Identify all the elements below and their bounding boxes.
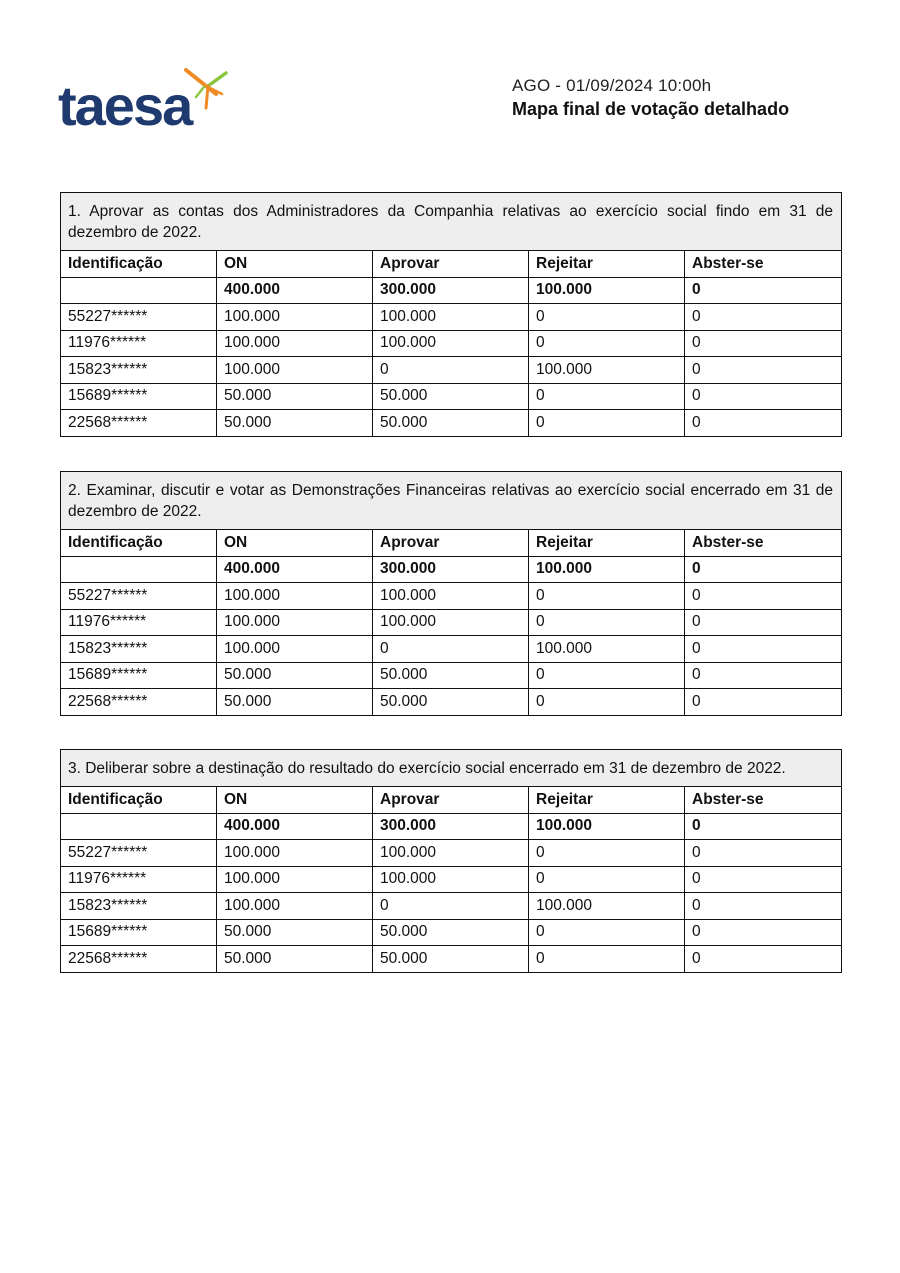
vote-cell: 100.000 bbox=[217, 893, 373, 920]
total-cell bbox=[61, 813, 217, 840]
document-header bbox=[512, 76, 852, 121]
question-row bbox=[61, 193, 842, 251]
vote-cell: 50.000 bbox=[373, 662, 529, 689]
vote-cell: 0 bbox=[529, 410, 685, 437]
table-row bbox=[61, 583, 842, 610]
table-row bbox=[61, 919, 842, 946]
vote-cell: 100.000 bbox=[529, 893, 685, 920]
total-cell: 400.000 bbox=[217, 277, 373, 304]
vote-cell: 100.000 bbox=[373, 609, 529, 636]
total-cell bbox=[61, 277, 217, 304]
column-header-row bbox=[61, 787, 842, 814]
voting-table bbox=[60, 192, 842, 437]
vote-cell: 0 bbox=[685, 866, 842, 893]
vote-cell: 50.000 bbox=[217, 946, 373, 973]
vote-cell: 0 bbox=[685, 662, 842, 689]
vote-cell: 100.000 bbox=[217, 609, 373, 636]
meeting-date: AGO - 01/09/2024 10:00h bbox=[512, 76, 712, 95]
vote-cell: 0 bbox=[685, 689, 842, 716]
column-header: Rejeitar bbox=[529, 787, 685, 814]
vote-cell: 50.000 bbox=[373, 946, 529, 973]
vote-cell: 0 bbox=[529, 946, 685, 973]
total-cell: 300.000 bbox=[373, 556, 529, 583]
vote-cell: 50.000 bbox=[217, 410, 373, 437]
taesa-logo-mark bbox=[58, 64, 230, 130]
totals-row bbox=[61, 813, 842, 840]
vote-cell: 0 bbox=[529, 689, 685, 716]
vote-cell: 100.000 bbox=[373, 583, 529, 610]
vote-cell: 0 bbox=[529, 866, 685, 893]
vote-cell: 50.000 bbox=[217, 662, 373, 689]
vote-cell: 0 bbox=[529, 583, 685, 610]
table-row bbox=[61, 636, 842, 663]
totals-row bbox=[61, 277, 842, 304]
shareholder-id-cell: 11976****** bbox=[61, 330, 217, 357]
vote-cell: 0 bbox=[685, 946, 842, 973]
vote-cell: 0 bbox=[373, 893, 529, 920]
vote-cell: 0 bbox=[529, 840, 685, 867]
shareholder-id-cell: 55227****** bbox=[61, 840, 217, 867]
total-cell: 100.000 bbox=[529, 556, 685, 583]
vote-cell: 100.000 bbox=[217, 866, 373, 893]
sparkle-icon bbox=[186, 70, 226, 108]
vote-cell: 100.000 bbox=[373, 304, 529, 331]
logo-wordmark: taesa bbox=[58, 74, 192, 130]
shareholder-id-cell: 15823****** bbox=[61, 357, 217, 384]
column-header: ON bbox=[217, 530, 373, 557]
table-row bbox=[61, 383, 842, 410]
vote-cell: 0 bbox=[685, 840, 842, 867]
vote-cell: 100.000 bbox=[529, 636, 685, 663]
column-header-row bbox=[61, 251, 842, 278]
vote-cell: 0 bbox=[373, 636, 529, 663]
voting-table bbox=[60, 471, 842, 716]
vote-cell: 0 bbox=[529, 609, 685, 636]
vote-cell: 100.000 bbox=[217, 304, 373, 331]
table-row bbox=[61, 689, 842, 716]
vote-cell: 50.000 bbox=[373, 383, 529, 410]
vote-cell: 0 bbox=[685, 583, 842, 610]
shareholder-id-cell: 22568****** bbox=[61, 689, 217, 716]
vote-cell: 100.000 bbox=[217, 357, 373, 384]
table-row bbox=[61, 866, 842, 893]
table-row bbox=[61, 840, 842, 867]
column-header: Abster-se bbox=[685, 251, 842, 278]
shareholder-id-cell: 55227****** bbox=[61, 583, 217, 610]
vote-cell: 50.000 bbox=[373, 919, 529, 946]
table-row bbox=[61, 330, 842, 357]
table-row bbox=[61, 304, 842, 331]
vote-cell: 0 bbox=[685, 304, 842, 331]
shareholder-id-cell: 15823****** bbox=[61, 636, 217, 663]
shareholder-id-cell: 22568****** bbox=[61, 946, 217, 973]
vote-cell: 100.000 bbox=[373, 330, 529, 357]
column-header: Identificação bbox=[61, 251, 217, 278]
column-header: Aprovar bbox=[373, 787, 529, 814]
vote-cell: 0 bbox=[685, 919, 842, 946]
document-title: Mapa final de votação detalhado bbox=[512, 99, 790, 119]
vote-cell: 0 bbox=[529, 919, 685, 946]
total-cell: 400.000 bbox=[217, 813, 373, 840]
question-row bbox=[61, 750, 842, 787]
vote-cell: 100.000 bbox=[373, 866, 529, 893]
table-row bbox=[61, 410, 842, 437]
vote-cell: 0 bbox=[685, 357, 842, 384]
table-row bbox=[61, 609, 842, 636]
vote-cell: 0 bbox=[529, 662, 685, 689]
vote-cell: 100.000 bbox=[217, 636, 373, 663]
vote-cell: 100.000 bbox=[217, 840, 373, 867]
column-header: Abster-se bbox=[685, 787, 842, 814]
column-header: ON bbox=[217, 251, 373, 278]
total-cell: 0 bbox=[685, 556, 842, 583]
column-header-row bbox=[61, 530, 842, 557]
vote-cell: 100.000 bbox=[217, 583, 373, 610]
shareholder-id-cell: 11976****** bbox=[61, 609, 217, 636]
column-header: Abster-se bbox=[685, 530, 842, 557]
column-header: Rejeitar bbox=[529, 530, 685, 557]
vote-cell: 100.000 bbox=[373, 840, 529, 867]
vote-cell: 50.000 bbox=[373, 410, 529, 437]
vote-cell: 0 bbox=[685, 893, 842, 920]
shareholder-id-cell: 11976****** bbox=[61, 866, 217, 893]
shareholder-id-cell: 22568****** bbox=[61, 410, 217, 437]
shareholder-id-cell: 15823****** bbox=[61, 893, 217, 920]
column-header: Aprovar bbox=[373, 530, 529, 557]
table-row bbox=[61, 357, 842, 384]
vote-cell: 0 bbox=[685, 609, 842, 636]
total-cell: 400.000 bbox=[217, 556, 373, 583]
totals-row bbox=[61, 556, 842, 583]
vote-cell: 0 bbox=[529, 383, 685, 410]
vote-cell: 50.000 bbox=[373, 689, 529, 716]
shareholder-id-cell: 15689****** bbox=[61, 383, 217, 410]
vote-cell: 50.000 bbox=[217, 383, 373, 410]
shareholder-id-cell: 55227****** bbox=[61, 304, 217, 331]
column-header: ON bbox=[217, 787, 373, 814]
agenda-item-text: 1. Aprovar as contas dos Administradores da Companhia relativas ao exercício social findo em 31 de dezembro de 2022. bbox=[61, 193, 842, 251]
total-cell: 100.000 bbox=[529, 813, 685, 840]
vote-cell: 0 bbox=[685, 636, 842, 663]
agenda-item-text: 2. Examinar, discutir e votar as Demonstrações Financeiras relativas ao exercício social encerrado em 31 de dezembro de 2022. bbox=[61, 472, 842, 530]
column-header: Identificação bbox=[61, 530, 217, 557]
total-cell: 300.000 bbox=[373, 813, 529, 840]
column-header: Aprovar bbox=[373, 251, 529, 278]
column-header: Rejeitar bbox=[529, 251, 685, 278]
vote-cell: 0 bbox=[529, 304, 685, 331]
shareholder-id-cell: 15689****** bbox=[61, 662, 217, 689]
vote-cell: 0 bbox=[685, 410, 842, 437]
vote-cell: 0 bbox=[685, 330, 842, 357]
total-cell: 0 bbox=[685, 277, 842, 304]
vote-cell: 100.000 bbox=[217, 330, 373, 357]
vote-cell: 0 bbox=[373, 357, 529, 384]
vote-cell: 100.000 bbox=[529, 357, 685, 384]
company-logo bbox=[58, 64, 230, 130]
shareholder-id-cell: 15689****** bbox=[61, 919, 217, 946]
total-cell bbox=[61, 556, 217, 583]
vote-cell: 50.000 bbox=[217, 689, 373, 716]
voting-table bbox=[60, 749, 842, 973]
agenda-item-text: 3. Deliberar sobre a destinação do resultado do exercício social encerrado em 31 de dezembro de 2022. bbox=[61, 750, 842, 787]
total-cell: 300.000 bbox=[373, 277, 529, 304]
table-row bbox=[61, 946, 842, 973]
question-row bbox=[61, 472, 842, 530]
table-row bbox=[61, 662, 842, 689]
vote-cell: 0 bbox=[529, 330, 685, 357]
total-cell: 100.000 bbox=[529, 277, 685, 304]
column-header: Identificação bbox=[61, 787, 217, 814]
vote-cell: 50.000 bbox=[217, 919, 373, 946]
total-cell: 0 bbox=[685, 813, 842, 840]
table-row bbox=[61, 893, 842, 920]
vote-cell: 0 bbox=[685, 383, 842, 410]
